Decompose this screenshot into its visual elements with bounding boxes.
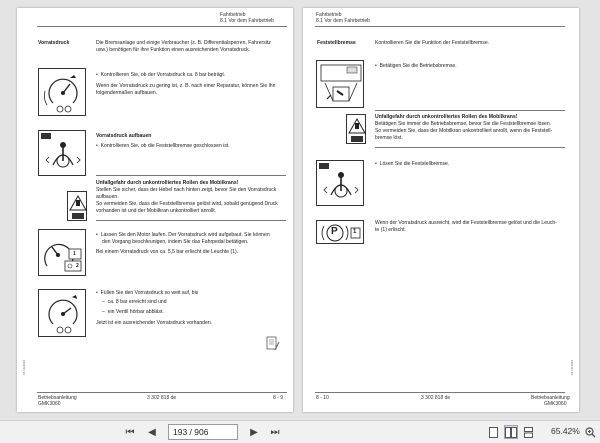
warning-rule-top [96,175,286,176]
continuous-page-icon [524,427,533,438]
header-rule [37,26,287,27]
prev-page-icon: ◀ [148,426,156,438]
warning-line-3: So vermeiden Sie, dass die Feststellbremse gelöst wird, sobald genügend Druck [96,201,278,207]
cab-illustration [316,60,364,108]
header-section: 8.1 Vor dem Fahrbetrieb [220,18,274,24]
bullet-1: • Kontrollieren Sie, ob der Vorratsdruck ca. 8 bar beträgt. [96,72,226,78]
step1-line-2: folgendermaßen aufbauen. [96,90,158,96]
bullet-3: • Lassen Sie den Motor laufen. Der Vorratsdruck wird aufgebaut. Sie können [96,232,270,238]
warning-rule-top [375,110,565,111]
last-page-button[interactable] [268,425,282,439]
step1-line-1: Wenn der Vorratsdruck zu gering ist, z. B. nach einer Reparatur, können Sie ihn [96,83,276,89]
bullet-4: • Füllen Sie den Vorratsdruck so weit auf, bis [96,290,199,296]
warning-line-1: Betätigen Sie immer die Betriebsbremse, bevor Sie die Feststellbremse lösen. [375,121,552,127]
header-rule [315,26,565,27]
header-section: 8.1 Vor dem Fahrbetrieb [316,18,370,24]
side-code: 15.10.2014 [570,360,574,376]
bullet-3-cont: den Vorgang beschleunigen, indem Sie das Fahrpedal betätigen. [102,239,249,245]
warning-line-1: Stellen Sie sicher, dass der Hebel nach hinten zeigt, bevor Sie den Vorratsdruck [96,187,277,193]
callout-1: 1 [353,229,357,235]
warning-line-3: bremse löst. [375,135,403,141]
intro-line: Kontrollieren Sie die Funktion der Feststellbremse. [375,40,490,46]
header-title: Fahrbetrieb [316,12,342,18]
sub-heading: Vorratsdruck aufbauen [96,133,152,139]
footer-left-1: Betriebsanleitung [38,395,77,401]
footer-left-2: GMK3060 [38,401,61,407]
section-label: Vorratsdruck [38,40,70,46]
warning-rule-bottom [96,220,286,221]
next-page-button[interactable] [247,425,261,439]
parking-brake-illustration [316,220,364,244]
footer-rule [37,392,287,393]
first-page-icon: ⏮ [125,426,135,438]
warning-title: Unfallgefahr durch unkontrolliertes Rollen des Mobilkrans! [375,114,518,120]
pressure-gauge-illustration [38,289,86,337]
warning-line-2: aufbauen. [96,194,119,200]
two-page-icon [505,427,517,438]
section-label: Feststellbremse [317,40,356,46]
gauge-illustration [38,68,86,116]
footer-center: 3 302 818 de [147,395,177,401]
footer-rule [315,392,565,393]
continuous-view-button[interactable] [522,425,534,439]
warning-title: Unfallgefahr durch unkontrolliertes Rollen des Mobilkrans! [96,180,239,186]
warning-light-illustration [38,229,86,276]
warning-line-2: So vermeiden Sie, dass der Mobilkran unkontrolliert anrollt, wenn die Feststell- [375,128,553,134]
two-page-view-button[interactable] [504,425,518,439]
page-number-input[interactable]: 193 / 906 [168,424,238,440]
warning-rule-bottom [375,147,565,148]
note-icon [266,336,280,352]
dash-1: – ca. 8 bar erreicht sind und [102,299,167,305]
footer-right-1: Betriebsanleitung [531,395,570,401]
page-number: 8 - 10 [316,395,329,401]
single-page-icon [489,427,498,438]
intro-line-1: Die Bremsanlage und einige Verbraucher (z. B. Differentialsperren, Fahrersitz [96,40,271,46]
first-page-button[interactable] [123,425,137,439]
step3-line-2: te (1) erlischt. [375,227,406,233]
bullet-2: • Kontrollieren Sie, ob die Feststellbremse geschlossen ist. [96,143,230,149]
prev-page-button[interactable] [145,425,159,439]
zoom-level[interactable]: 65.42% [551,426,580,436]
last-page-icon: ⏭ [270,426,280,438]
header-title: Fahrbetrieb [220,12,246,18]
dash-2: – ein Ventil hörbar abbläst. [102,309,164,315]
step3-text: Bei einem Vorratsdruck von ca. 5,5 bar erlischt die Leuchte (1). [96,249,239,255]
viewer-toolbar [0,420,600,443]
lever-illustration [38,130,86,176]
callout-2: 2 [76,263,79,269]
single-page-view-button[interactable] [487,425,499,439]
callout-1: 1 [73,251,76,257]
warning-icon [346,114,366,144]
zoom-in-icon [585,427,596,438]
bullet-1: • Betätigen Sie die Betriebsbremse. [375,63,457,69]
intro-line-2: usw.) benötigen für ihre Funktion einen ausreichenden Vorratsdruck. [96,47,251,53]
footer-center: 3 302 818 de [421,395,451,401]
warning-icon [67,191,87,221]
warning-line-4: vorhanden ist und der Mobilkran unkontrolliert anrollt. [96,208,217,214]
page-number: 8 - 9 [273,395,284,401]
parking-letter: P [331,226,338,237]
page-left [17,8,293,412]
step3-line-1: Wenn der Vorratsdruck ausreicht, wird die Feststellbremse gelöst und die Leuch- [375,220,557,226]
page-right [303,8,579,412]
step4-text: Jetzt ist ein ausreichender Vorratsdruck vorhanden. [96,320,213,326]
lever-illustration [316,160,364,206]
next-page-icon: ▶ [250,426,258,438]
footer-right-2: GMK3060 [544,401,567,407]
side-code: 15.10.2014 [22,360,26,376]
zoom-in-button[interactable] [584,425,596,439]
bullet-2: • Lösen Sie die Feststellbremse. [375,161,450,167]
